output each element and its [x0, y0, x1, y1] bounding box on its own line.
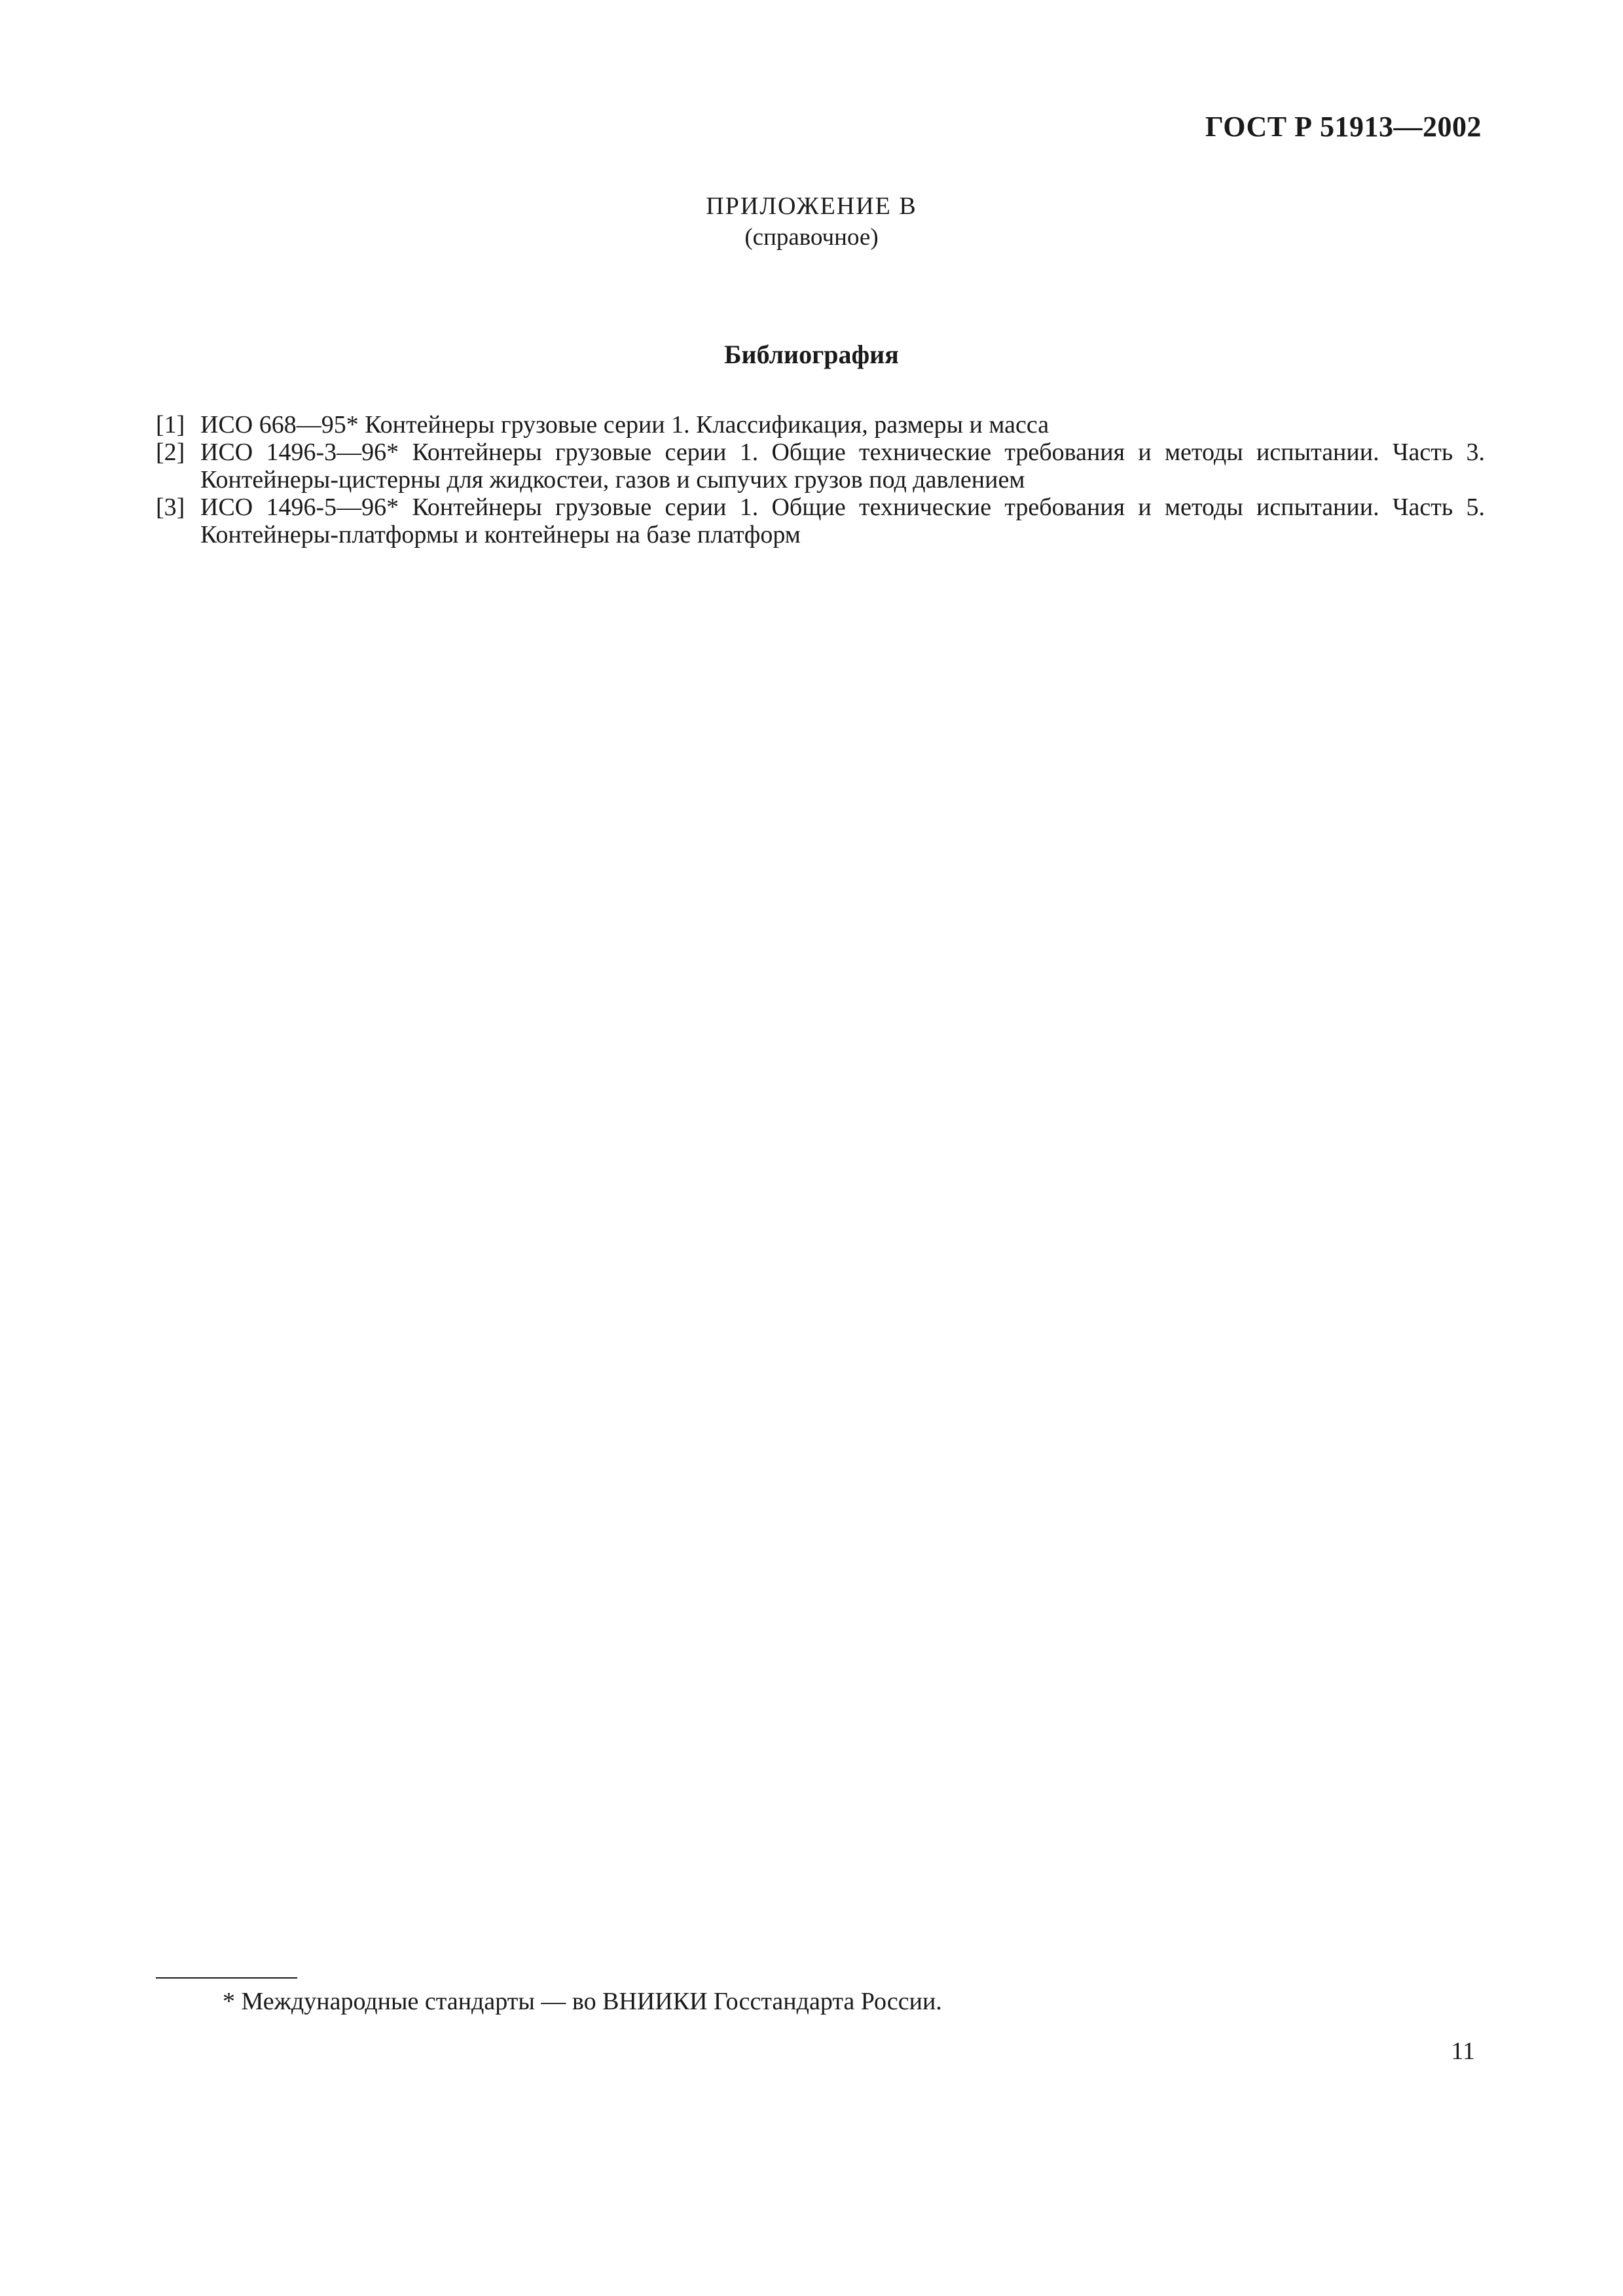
bibliography-list	[156, 411, 1485, 548]
entry-number: [2]	[156, 439, 185, 466]
entry-number: [3]	[156, 493, 185, 521]
appendix-title: ПРИЛОЖЕНИЕ В	[706, 192, 917, 220]
bibliography-entry	[156, 411, 1485, 439]
footnote: * Международные стандарты — во ВНИИКИ Госстандарта России.	[223, 1988, 942, 2015]
appendix-subtitle: (справочное)	[744, 224, 879, 251]
bibliography-entry	[156, 439, 1485, 493]
document-code: ГОСТ Р 51913—2002	[1205, 111, 1482, 143]
footnote-divider	[156, 1977, 297, 1979]
entry-text: ИСО 668—95* Контейнеры грузовые серии 1. Классификация, размеры и масса	[200, 411, 1049, 439]
entry-number: [1]	[156, 411, 185, 439]
appendix-header	[0, 190, 1623, 253]
entry-text: ИСО 1496-3—96* Контейнеры грузовые серии 1. Общие технические требования и методы испытании. Часть 3. Контейнеры-цистерны для жидкостеи, газов и сыпучих грузов под давлением	[200, 439, 1485, 493]
entry-text: ИСО 1496-5—96* Контейнеры грузовые серии 1. Общие технические требования и методы испытании. Часть 5. Контейнеры-платформы и контейнеры на базе платформ	[200, 493, 1485, 548]
bibliography-heading: Библиография	[724, 340, 899, 369]
bibliography-entry	[156, 493, 1485, 548]
page-number: 11	[1451, 2037, 1475, 2065]
